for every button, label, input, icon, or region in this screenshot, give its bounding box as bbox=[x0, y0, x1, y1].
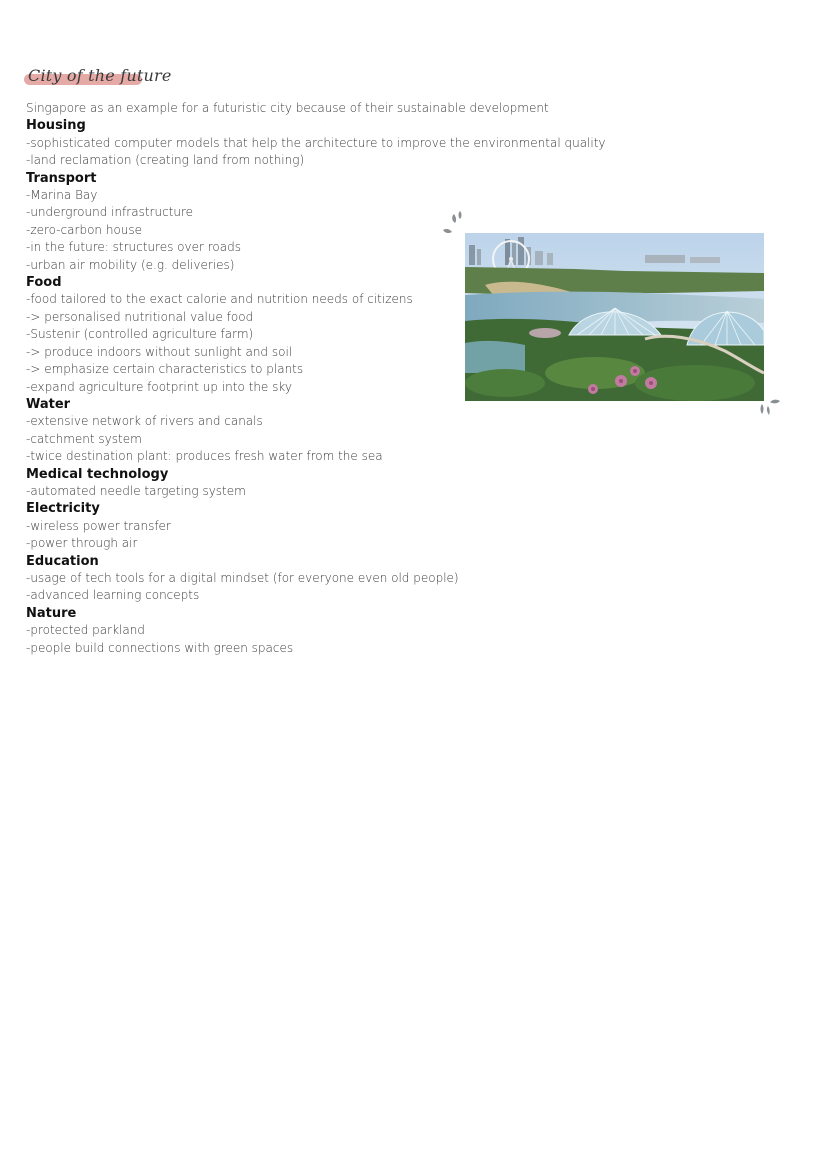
singapore-photo bbox=[465, 233, 764, 401]
section-line: -catchment system bbox=[26, 431, 142, 446]
section-heading: Nature bbox=[26, 605, 77, 621]
section-heading: Food bbox=[26, 275, 62, 291]
section-line: -usage of tech tools for a digital mindset (for everyone even old people) bbox=[26, 570, 459, 585]
section-line: -food tailored to the exact calorie and nutrition needs of citizens bbox=[26, 292, 413, 307]
section-line: -> produce indoors without sunlight and soil bbox=[26, 344, 293, 359]
page-title: City of the future bbox=[28, 66, 172, 85]
section-line: -expand agriculture footprint up into the sky bbox=[26, 379, 292, 394]
section-line: -advanced learning concepts bbox=[26, 588, 200, 603]
section-line: -twice destination plant: produces fresh water from the sea bbox=[26, 449, 383, 464]
section-heading: Transport bbox=[26, 170, 97, 186]
section-line: -people build connections with green spaces bbox=[26, 640, 294, 655]
section-heading: Education bbox=[26, 553, 99, 569]
section-heading: Medical technology bbox=[26, 466, 169, 482]
section-line: -protected parkland bbox=[26, 623, 145, 638]
section-line: -urban air mobility (e.g. deliveries) bbox=[26, 257, 235, 272]
section-line: -Sustenir (controlled agriculture farm) bbox=[26, 327, 254, 342]
section-line: -> personalised nutritional value food bbox=[26, 309, 254, 324]
section-line: -extensive network of rivers and canals bbox=[26, 414, 263, 429]
section-line: -underground infrastructure bbox=[26, 205, 194, 220]
section-heading: Electricity bbox=[26, 501, 100, 517]
section-line: -Marina Bay bbox=[26, 188, 98, 203]
section-line: -sophisticated computer models that help the architecture to improve the environmental quality bbox=[26, 135, 606, 150]
intro-text: Singapore as an example for a futuristic city because of their sustainable development bbox=[26, 101, 549, 115]
section-line: -power through air bbox=[26, 536, 138, 551]
section-line: -in the future: structures over roads bbox=[26, 240, 241, 255]
sparkle-top-left-icon bbox=[440, 208, 468, 238]
title-block bbox=[22, 66, 172, 90]
section-line: -> emphasize certain characteristics to plants bbox=[26, 362, 304, 377]
section-line: -zero-carbon house bbox=[26, 222, 143, 237]
section-line: -automated needle targeting system bbox=[26, 483, 246, 498]
section-line: -land reclamation (creating land from nothing) bbox=[26, 153, 305, 168]
section-heading: Housing bbox=[26, 118, 86, 134]
section-line: -wireless power transfer bbox=[26, 518, 171, 533]
section-heading: Water bbox=[26, 396, 71, 412]
